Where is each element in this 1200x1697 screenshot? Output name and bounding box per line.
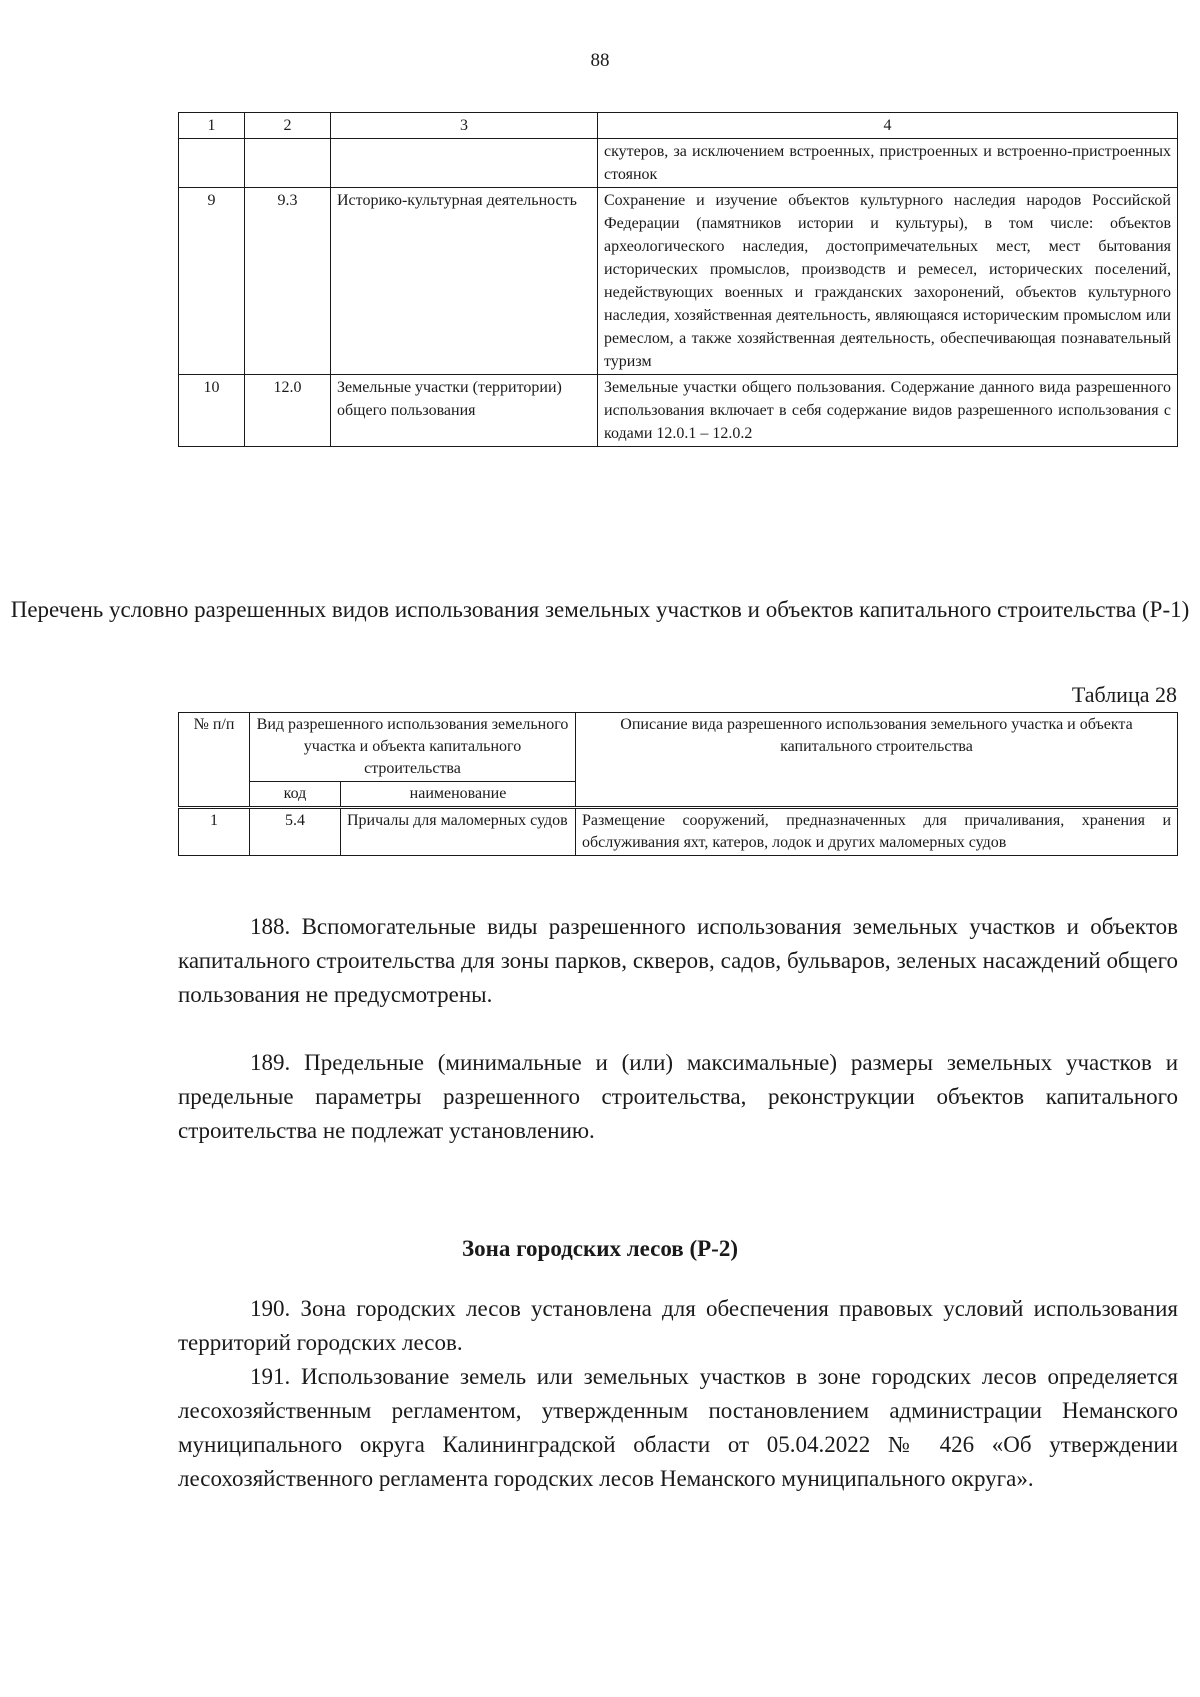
table-header-row — [179, 113, 1178, 139]
paragraph-190: 190. Зона городских лесов установлена для обеспечения правовых условий использования территорий городских лесов. — [178, 1296, 1178, 1355]
header-cell: 1 — [179, 113, 245, 139]
paragraph-189: 189. Предельные (минимальные и (или) максимальные) размеры земельных участков и предельные параметры разрешенного строительства, реконструкции объектов капитального строительства не подлежат установлению. — [178, 1050, 1178, 1143]
table-row — [179, 188, 1178, 375]
paragraph-188: 188. Вспомогательные виды разрешенного использования земельных участков и объектов капитального строительства для зоны парков, скверов, садов, бульваров, зеленых насаждений общего пользования не предусмотрены. — [178, 914, 1178, 1007]
row-number: 1 — [179, 808, 250, 856]
table-header-row — [179, 713, 1178, 782]
row-number: 10 — [179, 375, 245, 447]
conditional-uses-table — [178, 712, 1178, 856]
row-description: скутеров, за исключением встроенных, пристроенных и встроенно-пристроенных стоянок — [598, 139, 1178, 188]
row-code: 5.4 — [250, 808, 341, 856]
row-description: Земельные участки общего пользования. Содержание данного вида разрешенного использования включает в себя содержание видов разрешенного использования с кодами 12.0.1 – 12.0.2 — [598, 375, 1178, 447]
header-description: Описание вида разрешенного использования земельного участка и объекта капитального строительства — [576, 713, 1178, 808]
header-code: код — [250, 782, 341, 808]
table-row — [179, 139, 1178, 188]
table-caption: Таблица 28 — [1071, 682, 1177, 707]
paragraph-191: 191. Использование земель или земельных участков в зоне городских лесов определяется лесохозяйственным регламентом, утвержденным постановлением администрации Неманского муниципального округа Калининградской области от 05.04.2022 № 426 «Об утверждении лесохозяйственного регламента городских лесов Неманского муниципального округа». — [178, 1364, 1178, 1491]
section-title: Зона городских лесов (Р-2) — [462, 1236, 738, 1261]
conditional-uses-heading: Перечень условно разрешенных видов использования земельных участков и объектов капитального строительства (Р-1) — [10, 597, 1190, 622]
land-use-table-continued — [178, 112, 1178, 447]
row-description: Сохранение и изучение объектов культурного наследия народов Российской Федерации (памятников истории и культуры), в том числе: объектов археологического наследия, достопримечательных мест, мест бытования исторических промыслов, производств и ремесел, исторических поселений, недействующих военных и гражданских захоронений, объектов культурного наследия, хозяйственная деятельность, являющаяся историческим промыслом или ремеслом, а также хозяйственная деятельность, обеспечивающая познавательный туризм — [598, 188, 1178, 375]
row-description: Размещение сооружений, предназначенных для причаливания, хранения и обслуживания яхт, катеров, лодок и других маломерных судов — [576, 808, 1178, 856]
header-name: наименование — [341, 782, 576, 808]
row-number: 9 — [179, 188, 245, 375]
header-number: № п/п — [179, 713, 250, 808]
header-kind: Вид разрешенного использования земельного участка и объекта капитального строительства — [250, 713, 576, 782]
row-code: 12.0 — [245, 375, 331, 447]
table-row — [179, 808, 1178, 856]
row-name: Причалы для маломерных судов — [341, 808, 576, 856]
header-cell: 3 — [331, 113, 598, 139]
row-code — [245, 139, 331, 188]
header-cell: 2 — [245, 113, 331, 139]
row-code: 9.3 — [245, 188, 331, 375]
row-number — [179, 139, 245, 188]
header-cell: 4 — [598, 113, 1178, 139]
row-name: Земельные участки (территории) общего пользования — [331, 375, 598, 447]
row-name: Историко-культурная деятельность — [331, 188, 598, 375]
page-number: 88 — [590, 50, 610, 71]
row-name — [331, 139, 598, 188]
table-row — [179, 375, 1178, 447]
